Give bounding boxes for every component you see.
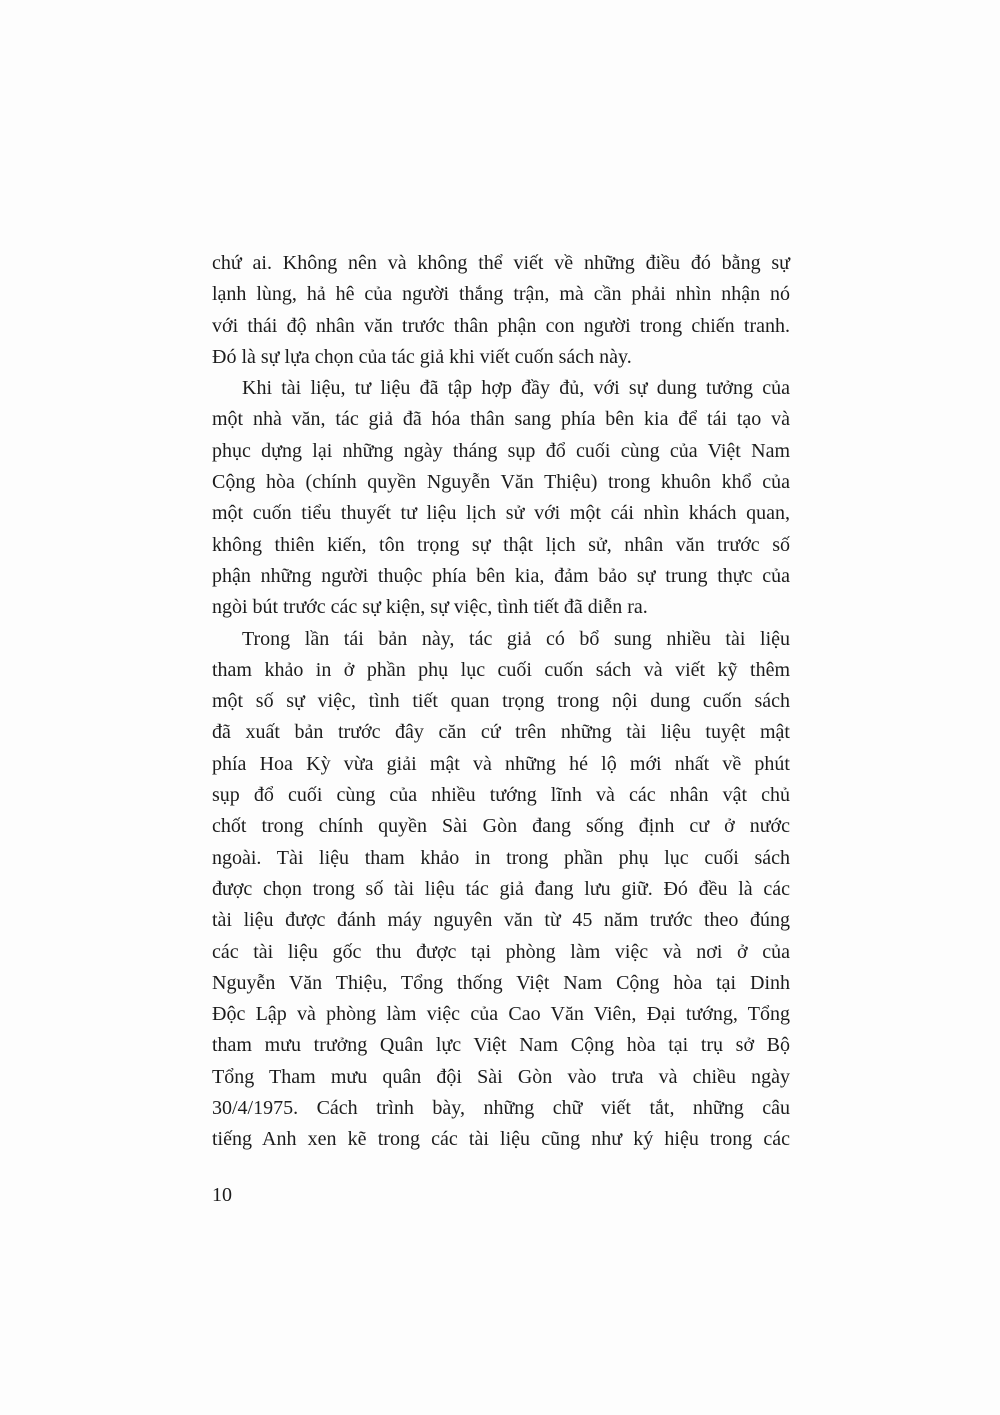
text-line: 30/4/1975. Cách trình bày, những chữ viết tắt, những câu [212, 1097, 790, 1120]
text-line: với thái độ nhân văn trước thân phận con người trong chiến tranh. [212, 314, 790, 337]
text-line: tham khảo in ở phần phụ lục cuối cuốn sách và viết kỹ thêm [212, 658, 790, 681]
text-line: phía Hoa Kỳ vừa giải mật và những hé lộ mới nhất về phút [212, 752, 790, 775]
text-line: các tài liệu gốc thu được tại phòng làm việc và nơi ở của [212, 940, 790, 963]
text-line: chứ ai. Không nên và không thể viết về những điều đó bằng sự [212, 252, 790, 274]
text-line: một số sự việc, tình tiết quan trọng trong nội dung cuốn sách [212, 690, 790, 713]
text-line: phục dựng lại những ngày tháng sụp đổ cuối cùng của Việt Nam [212, 439, 790, 462]
text-line: đã xuất bản trước đây căn cứ trên những tài liệu tuyệt mật [212, 721, 790, 744]
text-line: được chọn trong số tài liệu tác giả đang lưu giữ. Đó đều là các [212, 877, 790, 900]
text-line: tài liệu được đánh máy nguyên văn từ 45 năm trước theo đúng [212, 909, 790, 932]
text-line: Nguyễn Văn Thiệu, Tổng thống Việt Nam Cộng hòa tại Dinh [212, 971, 790, 994]
text-line: Tổng Tham mưu quân đội Sài Gòn vào trưa và chiều ngày [212, 1065, 790, 1088]
text-line: sụp đổ cuối cùng của nhiều tướng lĩnh và các nhân vật chủ [212, 784, 790, 807]
text-line: Đó là sự lựa chọn của tác giả khi viết cuốn sách này. [212, 345, 632, 368]
body-text [212, 248, 790, 1156]
text-line: một nhà văn, tác giả đã hóa thân sang phía bên kia để tái tạo và [212, 408, 790, 431]
text-line: ngoài. Tài liệu tham khảo in trong phần phụ lục cuối sách [212, 846, 790, 869]
text-line: tiếng Anh xen kẽ trong các tài liệu cũng như ký hiệu trong các [212, 1128, 790, 1151]
text-line: phận những người thuộc phía bên kia, đảm bảo sự trung thực của [212, 564, 790, 587]
text-line: chốt trong chính quyền Sài Gòn đang sống định cư ở nước [212, 815, 790, 838]
text-line: tham mưu trưởng Quân lực Việt Nam Cộng hòa tại trụ sở Bộ [212, 1034, 790, 1057]
text-line: ngòi bút trước các sự kiện, sự việc, tình tiết đã diễn ra. [212, 596, 648, 619]
text-line: Độc Lập và phòng làm việc của Cao Văn Viên, Đại tướng, Tổng [212, 1003, 790, 1026]
text-line: không thiên kiến, tôn trọng sự thật lịch sử, nhân văn trước số [212, 533, 790, 556]
text-line: lạnh lùng, hả hê của người thắng trận, mà cần phải nhìn nhận nó [212, 283, 790, 306]
text-line: Cộng hòa (chính quyền Nguyễn Văn Thiệu) trong khuôn khổ của [212, 471, 790, 494]
text-line: Khi tài liệu, tư liệu đã tập hợp đầy đủ, với sự dung tưởng của [242, 377, 790, 400]
text-line: Trong lần tái bản này, tác giả có bổ sung nhiều tài liệu [242, 627, 790, 650]
page-number: 10 [212, 1184, 232, 1206]
text-line: một cuốn tiểu thuyết tư liệu lịch sử với một cái nhìn khách quan, [212, 502, 790, 525]
